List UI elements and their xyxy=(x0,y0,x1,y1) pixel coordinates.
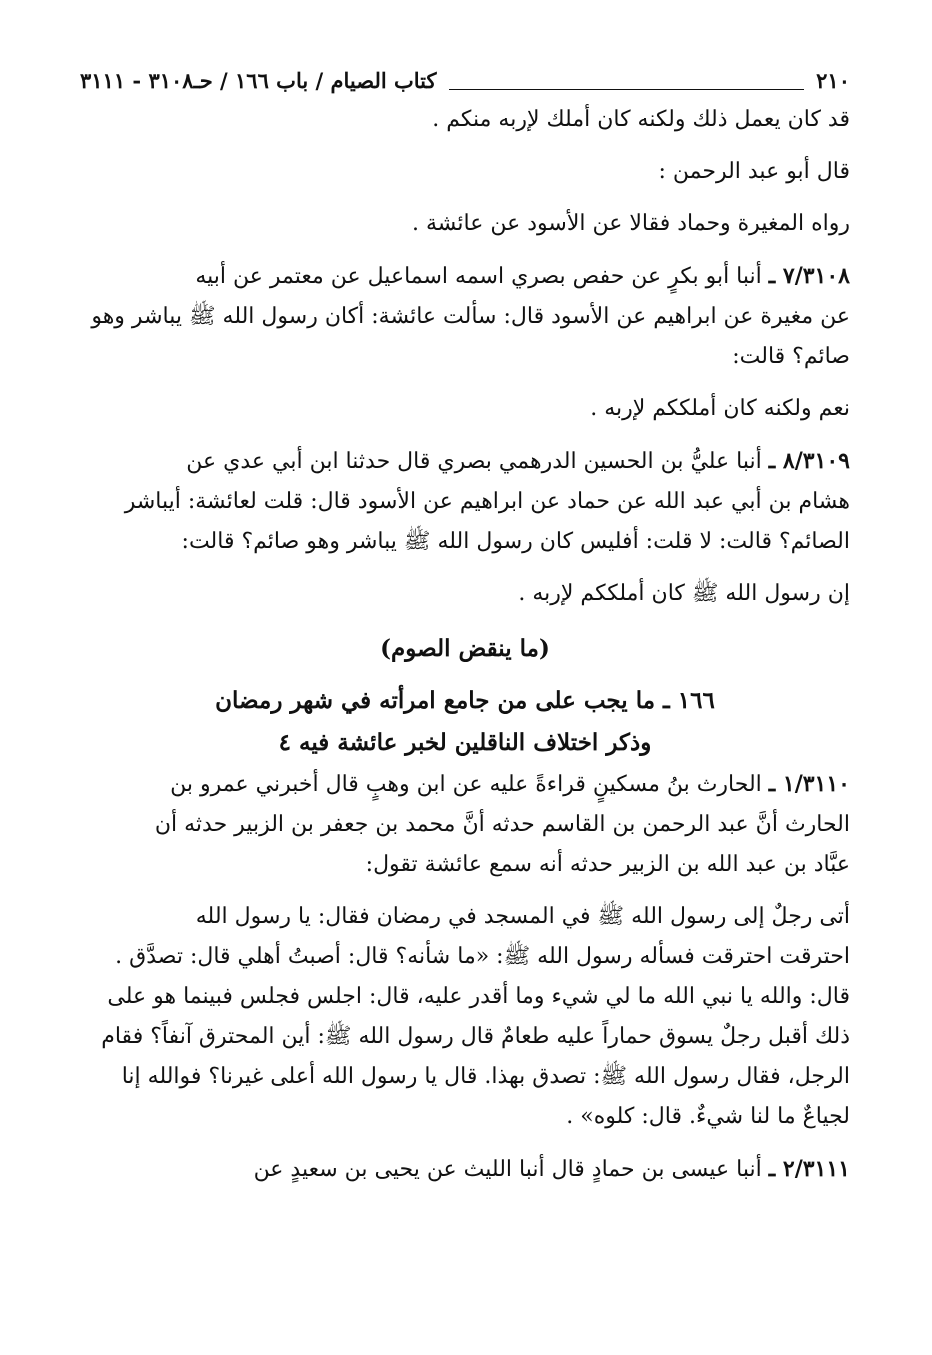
chapter-title-line: وذكر اختلاف الناقلين لخبر عائشة فيه ٤ xyxy=(278,729,652,756)
hadith-number: ١/٣١١٠ ـ xyxy=(768,771,850,797)
text-line xyxy=(80,256,850,297)
line-text: ذلك أقبل رجلٌ يسوق حماراً عليه طعامٌ قال رسول الله ﷺ: أين المحترق آنفاً؟ فقام xyxy=(101,1024,850,1049)
line-text: عن مغيرة عن ابراهيم عن الأسود قال: سألت عائشة: أكان رسول الله ﷺ يباشر وهو xyxy=(91,304,850,329)
text-paragraph xyxy=(80,100,850,140)
hadith-paragraph xyxy=(80,441,850,562)
line-text: لجياعٌ ما لنا شيءٌ. قال: كلوه» . xyxy=(566,1104,850,1129)
line-text: الرجل، فقال رسول الله ﷺ: تصدق بهذا. قال يا رسول الله أعلى غيرنا؟ فوالله إنا xyxy=(121,1064,850,1089)
text-line xyxy=(80,152,850,192)
text-line xyxy=(80,337,850,377)
text-line xyxy=(80,100,850,140)
line-text: أتى رجلٌ إلى رسول الله ﷺ في المسجد في رمضان فقال: يا رسول الله xyxy=(195,904,850,929)
text-paragraph xyxy=(80,897,850,1137)
line-text: قد كان يعمل ذلك ولكنه كان أملك لإربه منكم . xyxy=(432,107,850,132)
text-paragraph xyxy=(80,389,850,429)
page-number: ٢١٠ xyxy=(816,67,850,93)
text-paragraph xyxy=(80,204,850,244)
chapter-title-line: ١٦٦ ـ ما يجب على من جامع امرأته في شهر رمضان xyxy=(215,687,715,714)
line-text: إن رسول الله ﷺ كان أملككم لإربه . xyxy=(518,581,850,606)
text-paragraph xyxy=(80,152,850,192)
text-line xyxy=(80,204,850,244)
line-text: هشام بن أبي عبد الله عن حماد عن ابراهيم عن الأسود قال: قلت لعائشة: أيباشر xyxy=(124,489,850,514)
line-text: احترقت احترقت فسأله رسول الله ﷺ: «ما شأنه؟ قال: أصبتُ أهلي قال: تصدَّق . xyxy=(115,944,850,969)
text-line xyxy=(80,805,850,845)
text-line xyxy=(80,937,850,977)
section-title: (ما ينقض الصوم) xyxy=(380,635,550,662)
hadith-paragraph xyxy=(80,256,850,377)
line-text: قال أبو عبد الرحمن : xyxy=(658,159,850,184)
text-paragraph xyxy=(80,574,850,614)
line-text: أنبا عيسى بن حمادٍ قال أنبا الليث عن يحيى بن سعيدٍ عن xyxy=(253,1157,762,1182)
text-line xyxy=(80,297,850,337)
text-line xyxy=(80,764,850,805)
line-text: نعم ولكنه كان أملككم لإربه . xyxy=(590,396,850,421)
text-line xyxy=(80,574,850,614)
line-text: عبَّاد بن عبد الله بن الزبير حدثه أنه سمع عائشة تقول: xyxy=(365,852,850,877)
text-body-top xyxy=(80,100,850,614)
line-text: الحارث أنَّ عبد الرحمن بن القاسم حدثه أنَّ محمد بن جعفر بن الزبير حدثه أن xyxy=(154,812,850,837)
text-line xyxy=(80,1017,850,1057)
text-body-bottom xyxy=(80,764,850,1190)
text-line xyxy=(80,522,850,562)
page-header xyxy=(80,60,850,100)
header-rule xyxy=(449,89,805,90)
text-line xyxy=(80,389,850,429)
line-text: رواه المغيرة وحماد فقالا عن الأسود عن عائشة . xyxy=(412,211,850,236)
text-line xyxy=(80,897,850,937)
text-line xyxy=(80,441,850,482)
text-line xyxy=(80,977,850,1017)
text-line xyxy=(80,1057,850,1097)
text-line xyxy=(80,482,850,522)
hadith-paragraph xyxy=(80,764,850,885)
text-line xyxy=(80,1149,850,1190)
text-line xyxy=(80,845,850,885)
line-text: أنبا أبو بكرٍ عن حفص بصري اسمه اسماعيل عن معتمر عن أبيه xyxy=(195,264,762,289)
line-text: الصائم؟ قالت: لا قلت: أفليس كان رسول الله ﷺ يباشر وهو صائم؟ قالت: xyxy=(181,529,850,554)
line-text: قال: والله يا نبي الله ما لي شيء وما أقدر عليه، قال: اجلس فجلس فبينما هو على xyxy=(107,984,850,1009)
line-text: صائم؟ قالت: xyxy=(732,344,850,369)
hadith-paragraph xyxy=(80,1149,850,1190)
line-text: الحارث بنُ مسكينٍ قراءةً عليه عن ابن وهبٍ قال أخبرني عمرو بن xyxy=(170,772,762,797)
text-line xyxy=(80,1097,850,1137)
hadith-number: ٧/٣١٠٨ ـ xyxy=(768,263,850,289)
line-text: أنبا عليُّ بن الحسين الدرهمي بصري قال حدثنا ابن أبي عدي عن xyxy=(186,449,762,474)
running-title: كتاب الصيام / باب ١٦٦ / حـ٣١٠٨ - ٣١١١ xyxy=(80,67,437,93)
hadith-number: ٨/٣١٠٩ ـ xyxy=(768,448,850,474)
document-page xyxy=(80,60,850,1330)
hadith-number: ٢/٣١١١ ـ xyxy=(768,1156,850,1182)
